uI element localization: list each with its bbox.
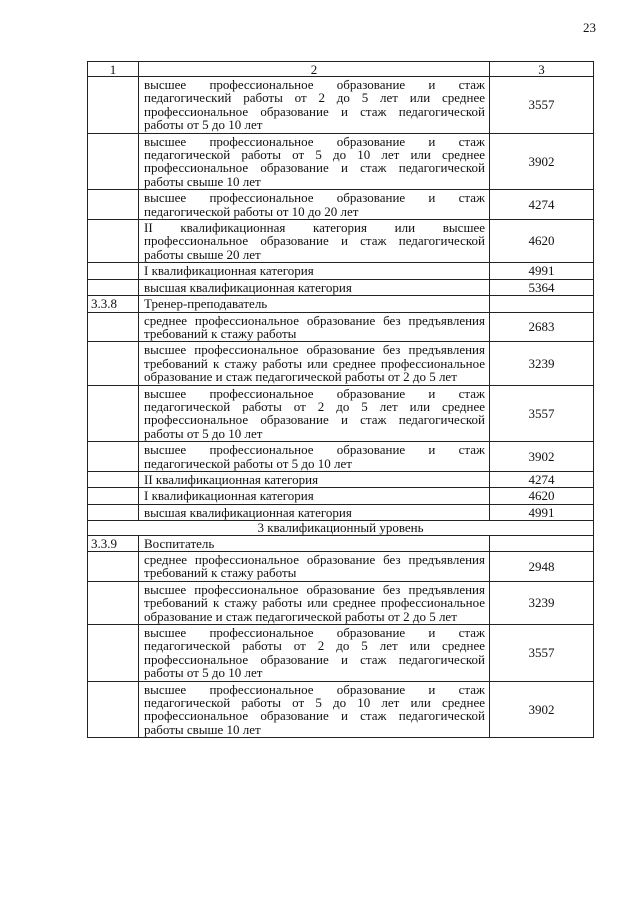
requirement-cell: [139, 625, 490, 682]
position-title-cell: [139, 296, 490, 312]
row-code: [88, 471, 139, 487]
row-code: [88, 385, 139, 442]
salary-value: 3239: [490, 581, 594, 624]
page-number: 23: [583, 20, 596, 35]
requirement-cell: [139, 133, 490, 190]
requirement-text: высшее профессиональное образование и стаж педагогической работы от 10 до 20 лет: [144, 190, 485, 219]
salary-row: [88, 504, 594, 520]
salary-row: [88, 312, 594, 342]
requirement-cell: [139, 312, 490, 342]
salary-row: [88, 625, 594, 682]
salary-value: 2683: [490, 312, 594, 342]
requirement-cell: [139, 471, 490, 487]
row-code: [88, 342, 139, 385]
salary-row: [88, 552, 594, 582]
salary-value: 2948: [490, 552, 594, 582]
salary-row: [88, 190, 594, 220]
salary-value: 4991: [490, 263, 594, 279]
salary-row: [88, 77, 594, 134]
salary-row: [88, 220, 594, 263]
salary-row: [88, 488, 594, 504]
salary-row: [88, 471, 594, 487]
header-col-2: 2: [139, 62, 490, 77]
requirement-cell: [139, 190, 490, 220]
row-code: [88, 279, 139, 295]
qualification-level-row: [88, 521, 594, 535]
row-code: [88, 625, 139, 682]
requirement-text: высшее профессиональное образование и стаж педагогической работы от 2 до 5 лет или среднее профессиональное образование и стаж педагогической работы от 5 до 10 лет: [144, 625, 485, 681]
requirement-text: высшее профессиональное образование и стаж педагогической работы от 5 до 10 лет или среднее профессиональное образование и стаж педагогической работы свыше 10 лет: [144, 133, 485, 189]
requirement-cell: [139, 263, 490, 279]
requirement-cell: [139, 220, 490, 263]
requirement-cell: [139, 504, 490, 520]
salary-value: 4620: [490, 220, 594, 263]
salary-value: 3902: [490, 442, 594, 472]
salary-value: 3557: [490, 77, 594, 134]
requirement-text: высшая квалификационная категория: [144, 279, 352, 295]
requirement-text: I квалификационная категория: [144, 488, 314, 504]
row-code: [88, 263, 139, 279]
requirement-cell: [139, 442, 490, 472]
salary-value: 3902: [490, 681, 594, 738]
requirement-cell: [139, 385, 490, 442]
row-code: [88, 133, 139, 190]
row-code: [88, 504, 139, 520]
row-code: [88, 77, 139, 134]
salary-table: [87, 61, 594, 738]
row-code: [88, 552, 139, 582]
requirement-text: высшее профессиональное образование и стаж педагогический работы от 2 до 5 лет или среднее профессиональное образование и стаж педагогической работы от 5 до 10 лет: [144, 77, 485, 133]
salary-value: 4991: [490, 504, 594, 520]
row-code: [88, 488, 139, 504]
requirement-text: высшее профессиональное образование и стаж педагогической работы от 5 до 10 лет: [144, 442, 485, 471]
salary-row: [88, 263, 594, 279]
salary-value: 4274: [490, 190, 594, 220]
salary-value: 5364: [490, 279, 594, 295]
requirement-text: I квалификационная категория: [144, 263, 314, 279]
table-header-row: [88, 62, 594, 77]
position-row: [88, 296, 594, 312]
requirement-text: высшее профессиональное образование и стаж педагогической работы от 5 до 10 лет или среднее профессиональное образование и стаж педагогической работы свыше 10 лет: [144, 681, 485, 737]
requirement-text: высшее профессиональное образование без предъявления требований к стажу работы или среднее профессиональное образование и стаж педагогической работы от 2 до 5 лет: [144, 342, 485, 385]
salary-row: [88, 279, 594, 295]
requirement-text: II квалификационная категория или высшее профессиональное образование и стаж педагогической работы свыше 20 лет: [144, 220, 485, 262]
salary-value: 3239: [490, 342, 594, 385]
requirement-cell: [139, 552, 490, 582]
requirement-text: высшее профессиональное образование без предъявления требований к стажу работы или среднее профессиональное образование и стаж педагогической работы от 2 до 5 лет: [144, 581, 485, 624]
requirement-text: среднее профессиональное образование без предъявления требований к стажу работы: [144, 552, 485, 581]
salary-row: [88, 342, 594, 385]
salary-value: [490, 296, 594, 312]
salary-value: [490, 535, 594, 551]
salary-row: [88, 581, 594, 624]
salary-row: [88, 133, 594, 190]
row-code: [88, 312, 139, 342]
requirement-text: высшее профессиональное образование и стаж педагогической работы от 2 до 5 лет или среднее профессиональное образование и стаж педагогической работы от 5 до 10 лет: [144, 385, 485, 441]
salary-value: 3557: [490, 625, 594, 682]
qualification-level-title: 3 квалификационный уровень: [88, 521, 594, 535]
header-col-1: 1: [88, 62, 139, 77]
header-col-3: 3: [490, 62, 594, 77]
salary-value: 4620: [490, 488, 594, 504]
salary-value: 3557: [490, 385, 594, 442]
salary-value: 3902: [490, 133, 594, 190]
requirement-cell: [139, 342, 490, 385]
row-code: [88, 220, 139, 263]
requirement-cell: [139, 279, 490, 295]
row-code: [88, 442, 139, 472]
position-title: Воспитатель: [144, 535, 215, 551]
requirement-cell: [139, 77, 490, 134]
requirement-cell: [139, 581, 490, 624]
row-code: [88, 581, 139, 624]
salary-row: [88, 442, 594, 472]
requirement-cell: [139, 488, 490, 504]
requirement-text: высшая квалификационная категория: [144, 504, 352, 520]
row-code: [88, 190, 139, 220]
salary-value: 4274: [490, 471, 594, 487]
salary-row: [88, 385, 594, 442]
position-row: [88, 535, 594, 551]
position-code: 3.3.8: [88, 296, 139, 312]
requirement-cell: [139, 681, 490, 738]
position-code: 3.3.9: [88, 535, 139, 551]
salary-row: [88, 681, 594, 738]
position-title: Тренер-преподаватель: [144, 296, 268, 312]
requirement-text: II квалификационная категория: [144, 471, 319, 487]
position-title-cell: [139, 535, 490, 551]
table-body: [88, 62, 594, 738]
requirement-text: среднее профессиональное образование без предъявления требований к стажу работы: [144, 312, 485, 341]
row-code: [88, 681, 139, 738]
